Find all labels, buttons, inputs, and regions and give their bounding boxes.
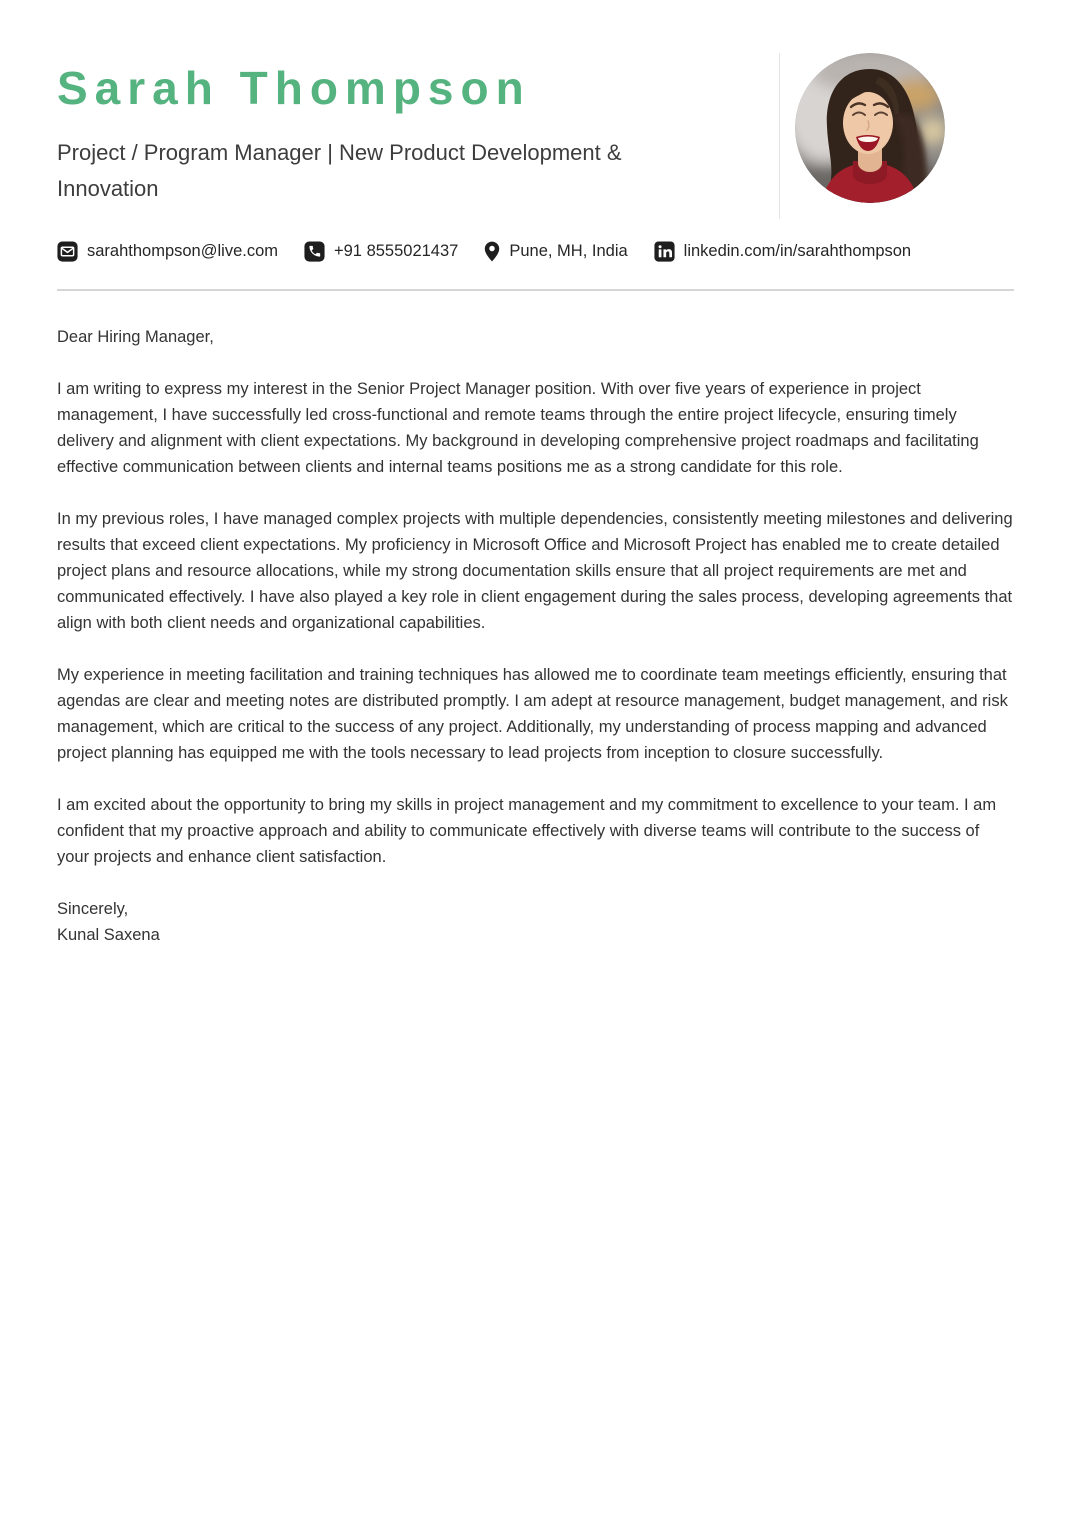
contact-linkedin[interactable] xyxy=(654,241,911,262)
contact-phone-value: +91 8555021437 xyxy=(334,242,459,260)
header-horizontal-divider xyxy=(57,289,1014,291)
paragraph-4: I am excited about the opportunity to bring my skills in project management and my commitment to excellence to your team. I am confident that my proactive approach and ability to communicate effectively with diverse teams will contribute to the success of your projects and enhance client satisfaction. xyxy=(57,796,997,866)
salutation: Dear Hiring Manager, xyxy=(57,328,214,346)
paragraph-3: My experience in meeting facilitation and training techniques has allowed me to coordinate team meetings efficiently, ensuring that agendas are clear and meeting notes are distributed promptly. I am adept at resource management, budget management, and risk management, which are critical to the success of any project. Additionally, my understanding of process mapping and advanced project planning has equipped me with the tools necessary to lead projects from inception to closure successfully. xyxy=(57,666,1008,762)
contact-location xyxy=(484,241,627,262)
contact-email-value: sarahthompson@live.com xyxy=(87,242,278,260)
location-pin-icon xyxy=(484,241,500,262)
closing: Sincerely, xyxy=(57,900,129,918)
signature-block xyxy=(57,896,1015,948)
paragraph-2: In my previous roles, I have managed complex projects with multiple dependencies, consistently meeting milestones and delivering results that exceed client expectations. My proficiency in Microsoft Office and Microsoft Project has enabled me to create detailed project plans and resource allocations, while my strong documentation skills ensure that all project requirements are met and communicated effectively. I have also played a key role in client engagement during the sales process, developing agreements that align with both client needs and organizational capabilities. xyxy=(57,510,1013,632)
header-text-block xyxy=(57,53,779,207)
signature-name: Kunal Saxena xyxy=(57,926,160,944)
contact-phone[interactable] xyxy=(304,241,458,262)
candidate-title: Project / Program Manager | New Product Development & Innovation xyxy=(57,140,622,201)
contact-linkedin-value: linkedin.com/in/sarahthompson xyxy=(683,242,912,260)
linkedin-icon xyxy=(654,241,675,262)
email-icon xyxy=(57,241,78,262)
contact-email[interactable] xyxy=(57,241,278,262)
letter-body xyxy=(57,324,1015,948)
header-vertical-divider xyxy=(779,53,780,219)
phone-icon xyxy=(304,241,325,262)
paragraph-1: I am writing to express my interest in the Senior Project Manager position. With over five years of experience in project management, I have successfully led cross-functional and remote teams through the entire project lifecycle, ensuring timely delivery and alignment with client expectations. My background in developing comprehensive project roadmaps and facilitating effective communication between clients and internal teams positions me as a strong candidate for this role. xyxy=(57,380,979,476)
profile-photo xyxy=(795,53,945,203)
profile-photo-illustration xyxy=(795,53,945,203)
contact-row xyxy=(57,241,1014,262)
candidate-name: Sarah Thompson xyxy=(57,62,531,114)
header xyxy=(57,53,1014,219)
contact-location-value: Pune, MH, India xyxy=(509,242,628,260)
